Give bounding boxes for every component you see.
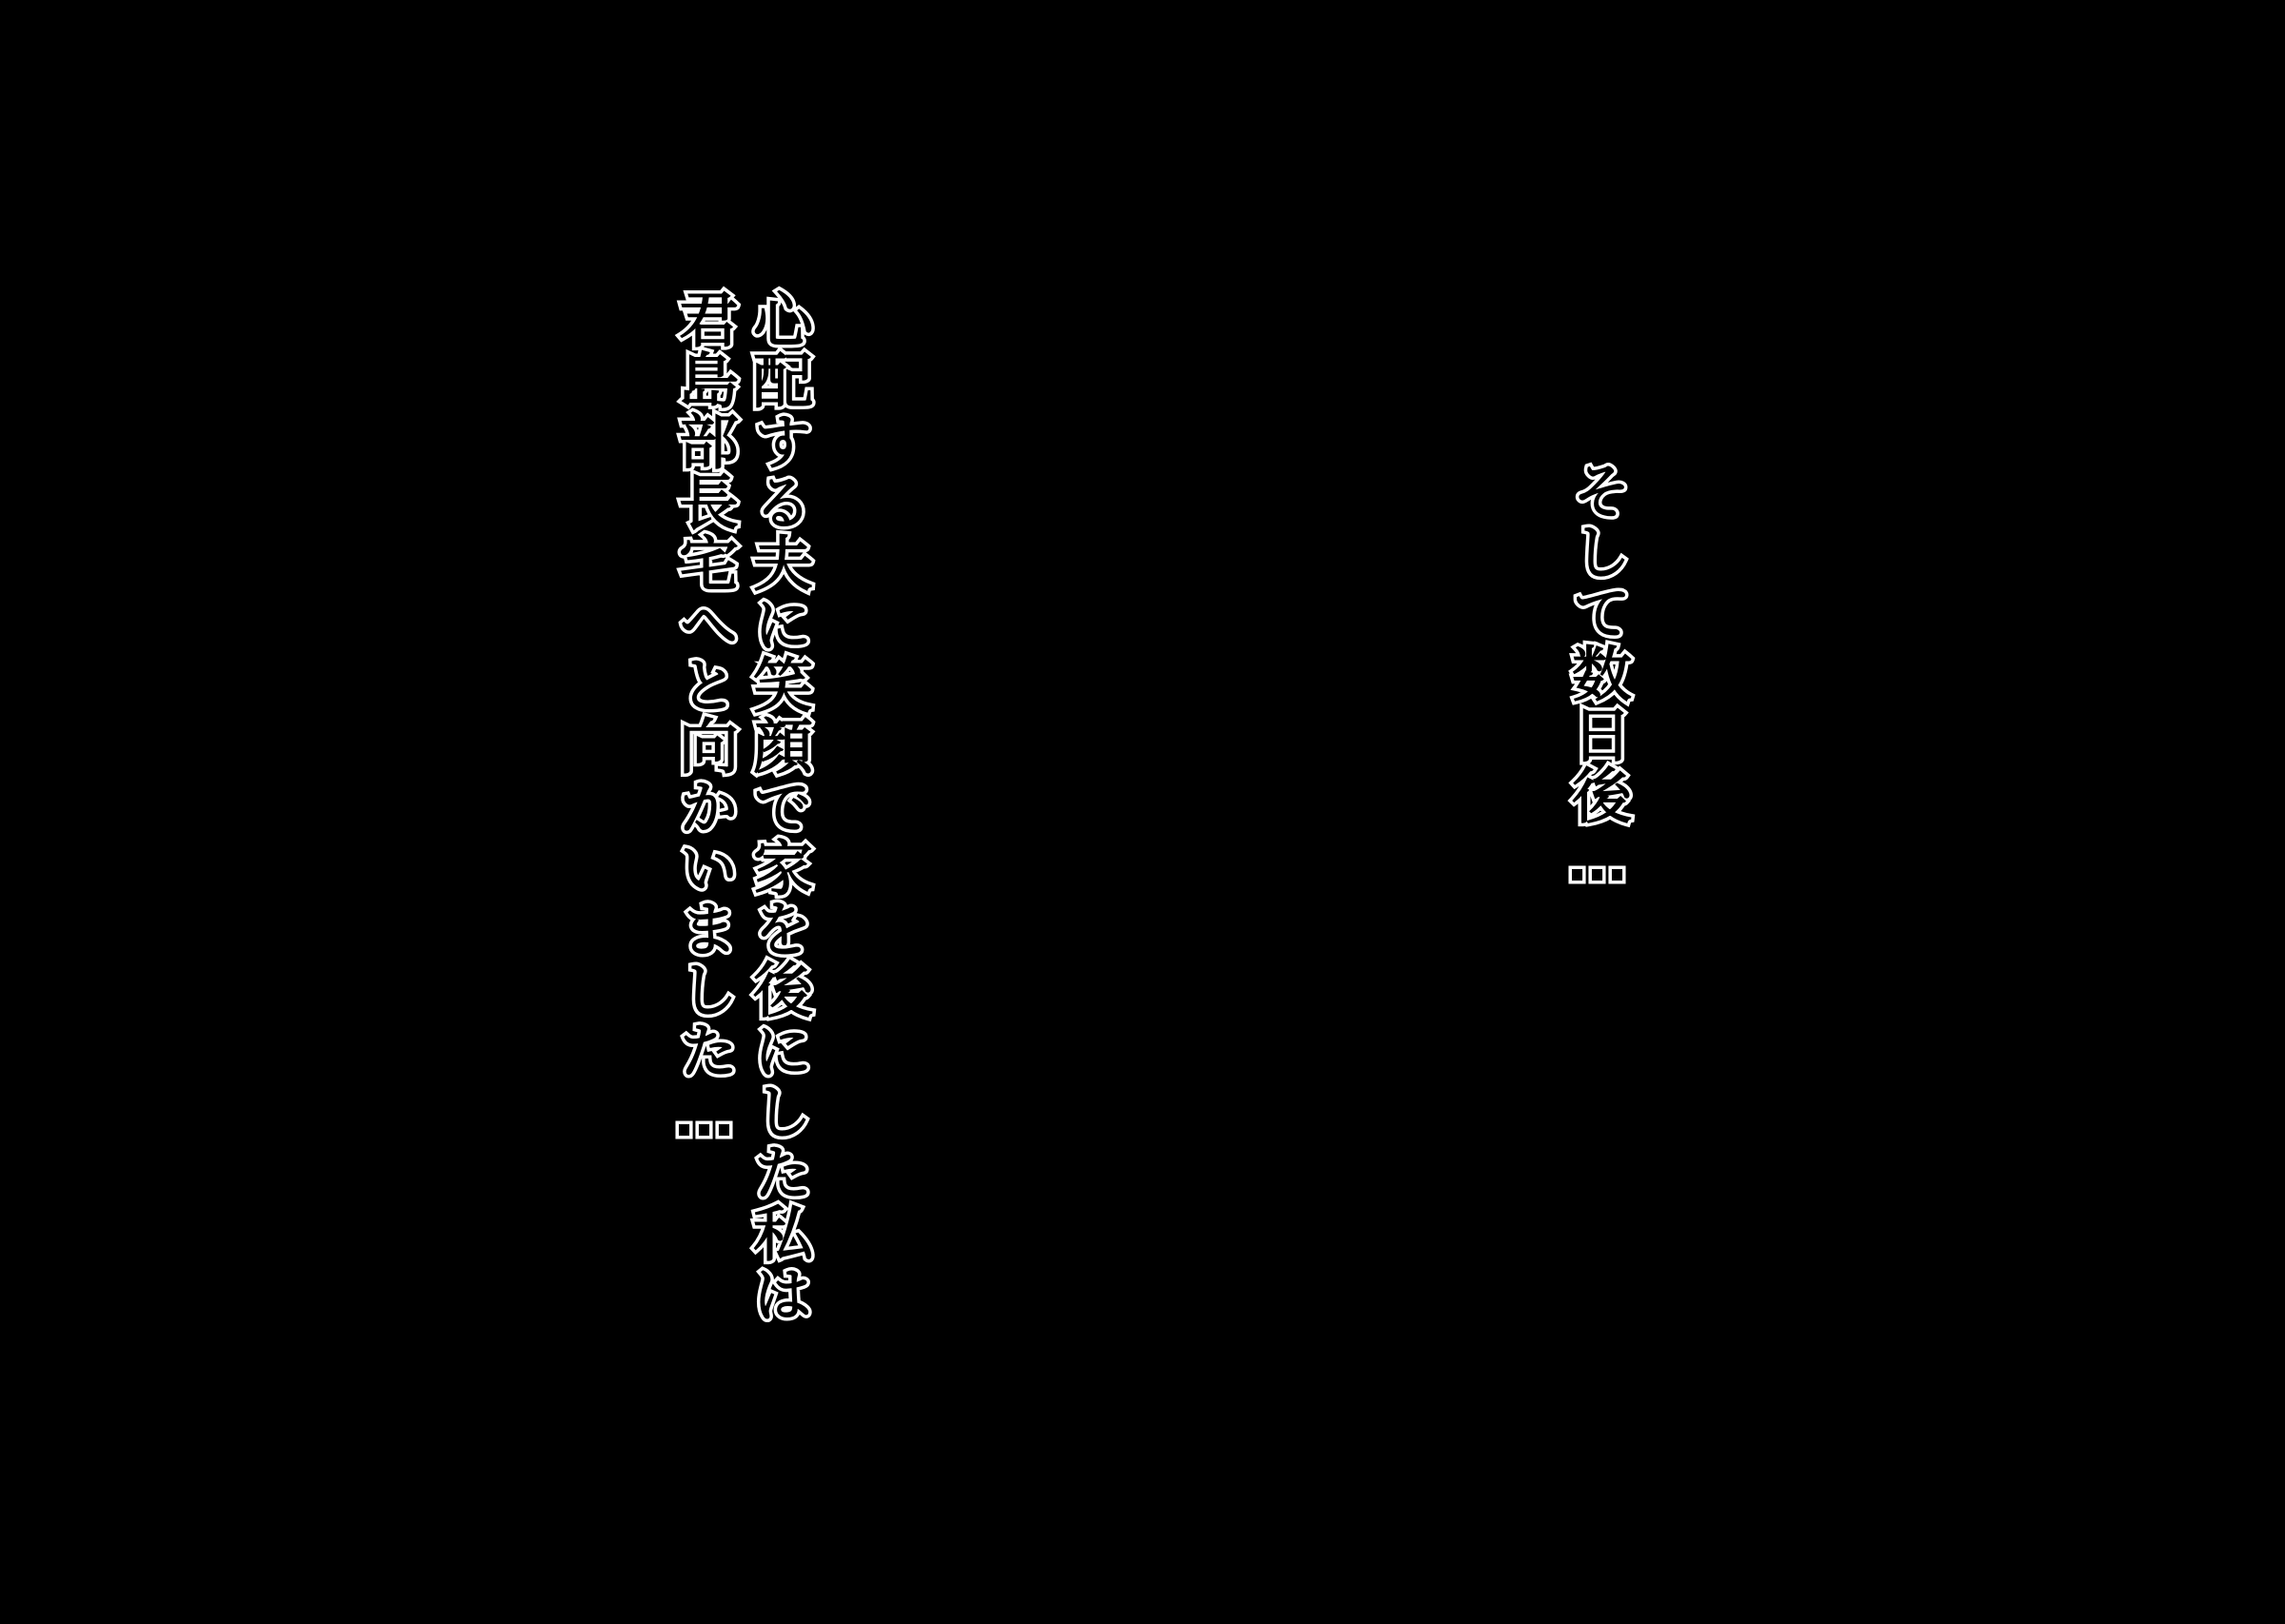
narration-line: そして数日後… bbox=[1562, 460, 1632, 896]
narration-block-left bbox=[666, 288, 815, 1324]
narration-line: 心配する夫に笑顔で家を後にした私は bbox=[744, 288, 813, 1324]
narration-block-right bbox=[1560, 460, 1634, 896]
narration-line: 君島部長宅へと向かいました… bbox=[669, 288, 739, 1151]
